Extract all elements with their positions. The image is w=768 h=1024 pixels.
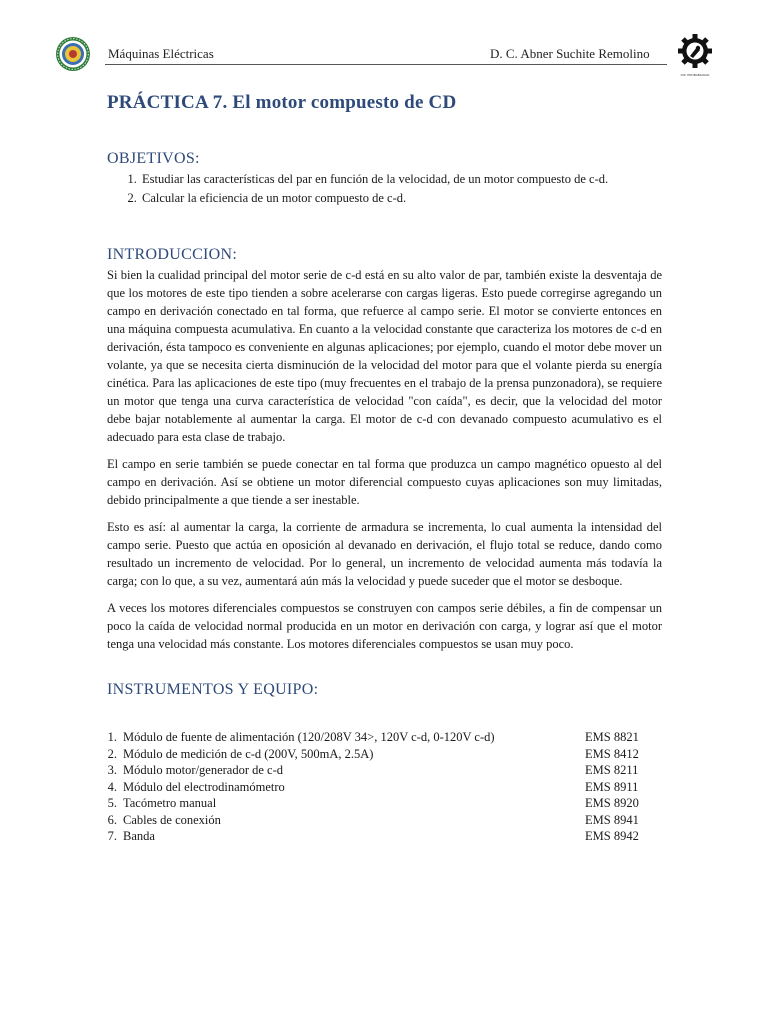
equipment-number: 2. — [107, 746, 117, 761]
objetivos-heading: OBJETIVOS: — [107, 150, 200, 167]
gear-icon — [675, 32, 715, 68]
document-body — [107, 92, 662, 845]
equipment-description: Módulo de medición de c-d (200V, 500mA, 2.5A) — [123, 746, 374, 761]
equipment-code: EMS 8920 — [585, 796, 639, 810]
equipment-code: EMS 8942 — [585, 829, 639, 843]
university-seal-icon — [55, 36, 91, 72]
equipment-row — [107, 795, 662, 812]
faculty-logo-caption: DIS. PROBABILIDAD — [680, 73, 710, 77]
equipment-row — [107, 746, 662, 763]
equipment-code: EMS 8412 — [585, 746, 639, 761]
equipment-number: 6. — [107, 812, 117, 827]
list-item: 2. Calcular la eficiencia de un motor compuesto de c-d. — [140, 189, 662, 208]
equipment-row — [107, 762, 662, 779]
objetivos-list — [107, 170, 662, 208]
equipment-description: Módulo de fuente de alimentación (120/208V 34>, 120V c-d, 0-120V c-d) — [123, 730, 495, 744]
equipment-row — [107, 729, 662, 746]
equipment-code: EMS 8941 — [585, 812, 639, 827]
equipment-code: EMS 8911 — [585, 779, 639, 794]
page-title: PRÁCTICA 7. El motor compuesto de CD — [107, 92, 457, 113]
equipment-number: 1. — [107, 730, 117, 744]
equipment-code: EMS 8211 — [585, 763, 639, 777]
equipment-number: 7. — [107, 829, 117, 843]
header-divider — [105, 64, 667, 65]
equipment-description: Cables de conexión — [123, 812, 221, 827]
paragraph: Si bien la cualidad principal del motor serie de c-d está en su alto valor de par, también existe la desventaja de que los motores de este tipo tienden a sobre acelerarse con cargas ligeras. Esto puede corregirse agregando un campo en derivación conectado en tal forma, que refuerce al campo serie. El motor se convierte entonces en una máquina compuesta acumulativa. En cuanto a la velocidad constante que caracteriza los motores de c-d en derivación, ésta tampoco es conveniente en algunas aplicaciones; por ejemplo, cuando el motor debe mover un volante, ya que se necesita cierta disminución de la velocidad del motor para que el volante pierda su energía cinética. Para las aplicaciones de este tipo (muy frecuentes en el trabajo de la prensa punzonadora), se requiere un motor que tenga una curva característica de velocidad "con caída", es decir, que la velocidad del motor debe bajar notablemente al aumentar la carga. El motor de c-d con devanado compuesto acumulativo es el adecuado para esta clase de trabajo. — [107, 268, 662, 444]
equipment-row — [107, 828, 662, 845]
equipment-row — [107, 779, 662, 796]
equipment-list — [107, 729, 662, 845]
equipment-description: Módulo motor/generador de c-d — [123, 763, 284, 777]
page-header — [55, 32, 715, 76]
list-item: 1. Estudiar las características del par en función de la velocidad, de un motor compuesto de c-d. — [140, 170, 662, 189]
instrumentos-heading: INSTRUMENTOS Y EQUIPO: — [107, 681, 319, 698]
course-name: Máquinas Eléctricas — [108, 46, 214, 61]
equipment-number: 3. — [107, 763, 117, 777]
instrumentos-section — [107, 681, 662, 845]
objetivos-section — [107, 150, 662, 208]
author-name: D. C. Abner Suchite Remolino — [490, 46, 650, 61]
introduccion-section — [107, 246, 662, 653]
equipment-number: 4. — [107, 779, 117, 794]
faculty-logo — [675, 32, 715, 76]
equipment-description: Banda — [123, 829, 155, 843]
equipment-row — [107, 812, 662, 829]
paragraph: A veces los motores diferenciales compuestos se construyen con campos serie débiles, a fin de compensar un poco la caída de velocidad normal producida en un motor en derivación con carga, y lograr así que el motor tenga una velocidad más constante. Los motores diferenciales compuestos se usan muy poco. — [107, 601, 662, 651]
equipment-code: EMS 8821 — [585, 730, 639, 744]
equipment-number: 5. — [107, 796, 117, 810]
introduccion-heading: INTRODUCCION: — [107, 246, 238, 263]
paragraph: El campo en serie también se puede conectar en tal forma que produzca un campo magnético opuesto al del campo en derivación. Así se obtiene un motor diferencial compuesto cuyas aplicaciones son muy limitadas, debido principalmente a que tiende a ser inestable. — [107, 457, 662, 507]
equipment-description: Módulo del electrodinamómetro — [123, 779, 285, 794]
paragraph: Esto es así: al aumentar la carga, la corriente de armadura se incrementa, lo cual aumenta la intensidad del campo serie. Puesto que actúa en oposición al devanado en derivación, el flujo total se reduce, dando como resultado un incremento de velocidad. Por lo general, un incremento de velocidad aumenta más todavía la carga; con lo que, a su vez, aumentará aún más la velocidad y puede suceder que el motor se desboque. — [107, 520, 662, 588]
equipment-description: Tacómetro manual — [123, 796, 217, 810]
